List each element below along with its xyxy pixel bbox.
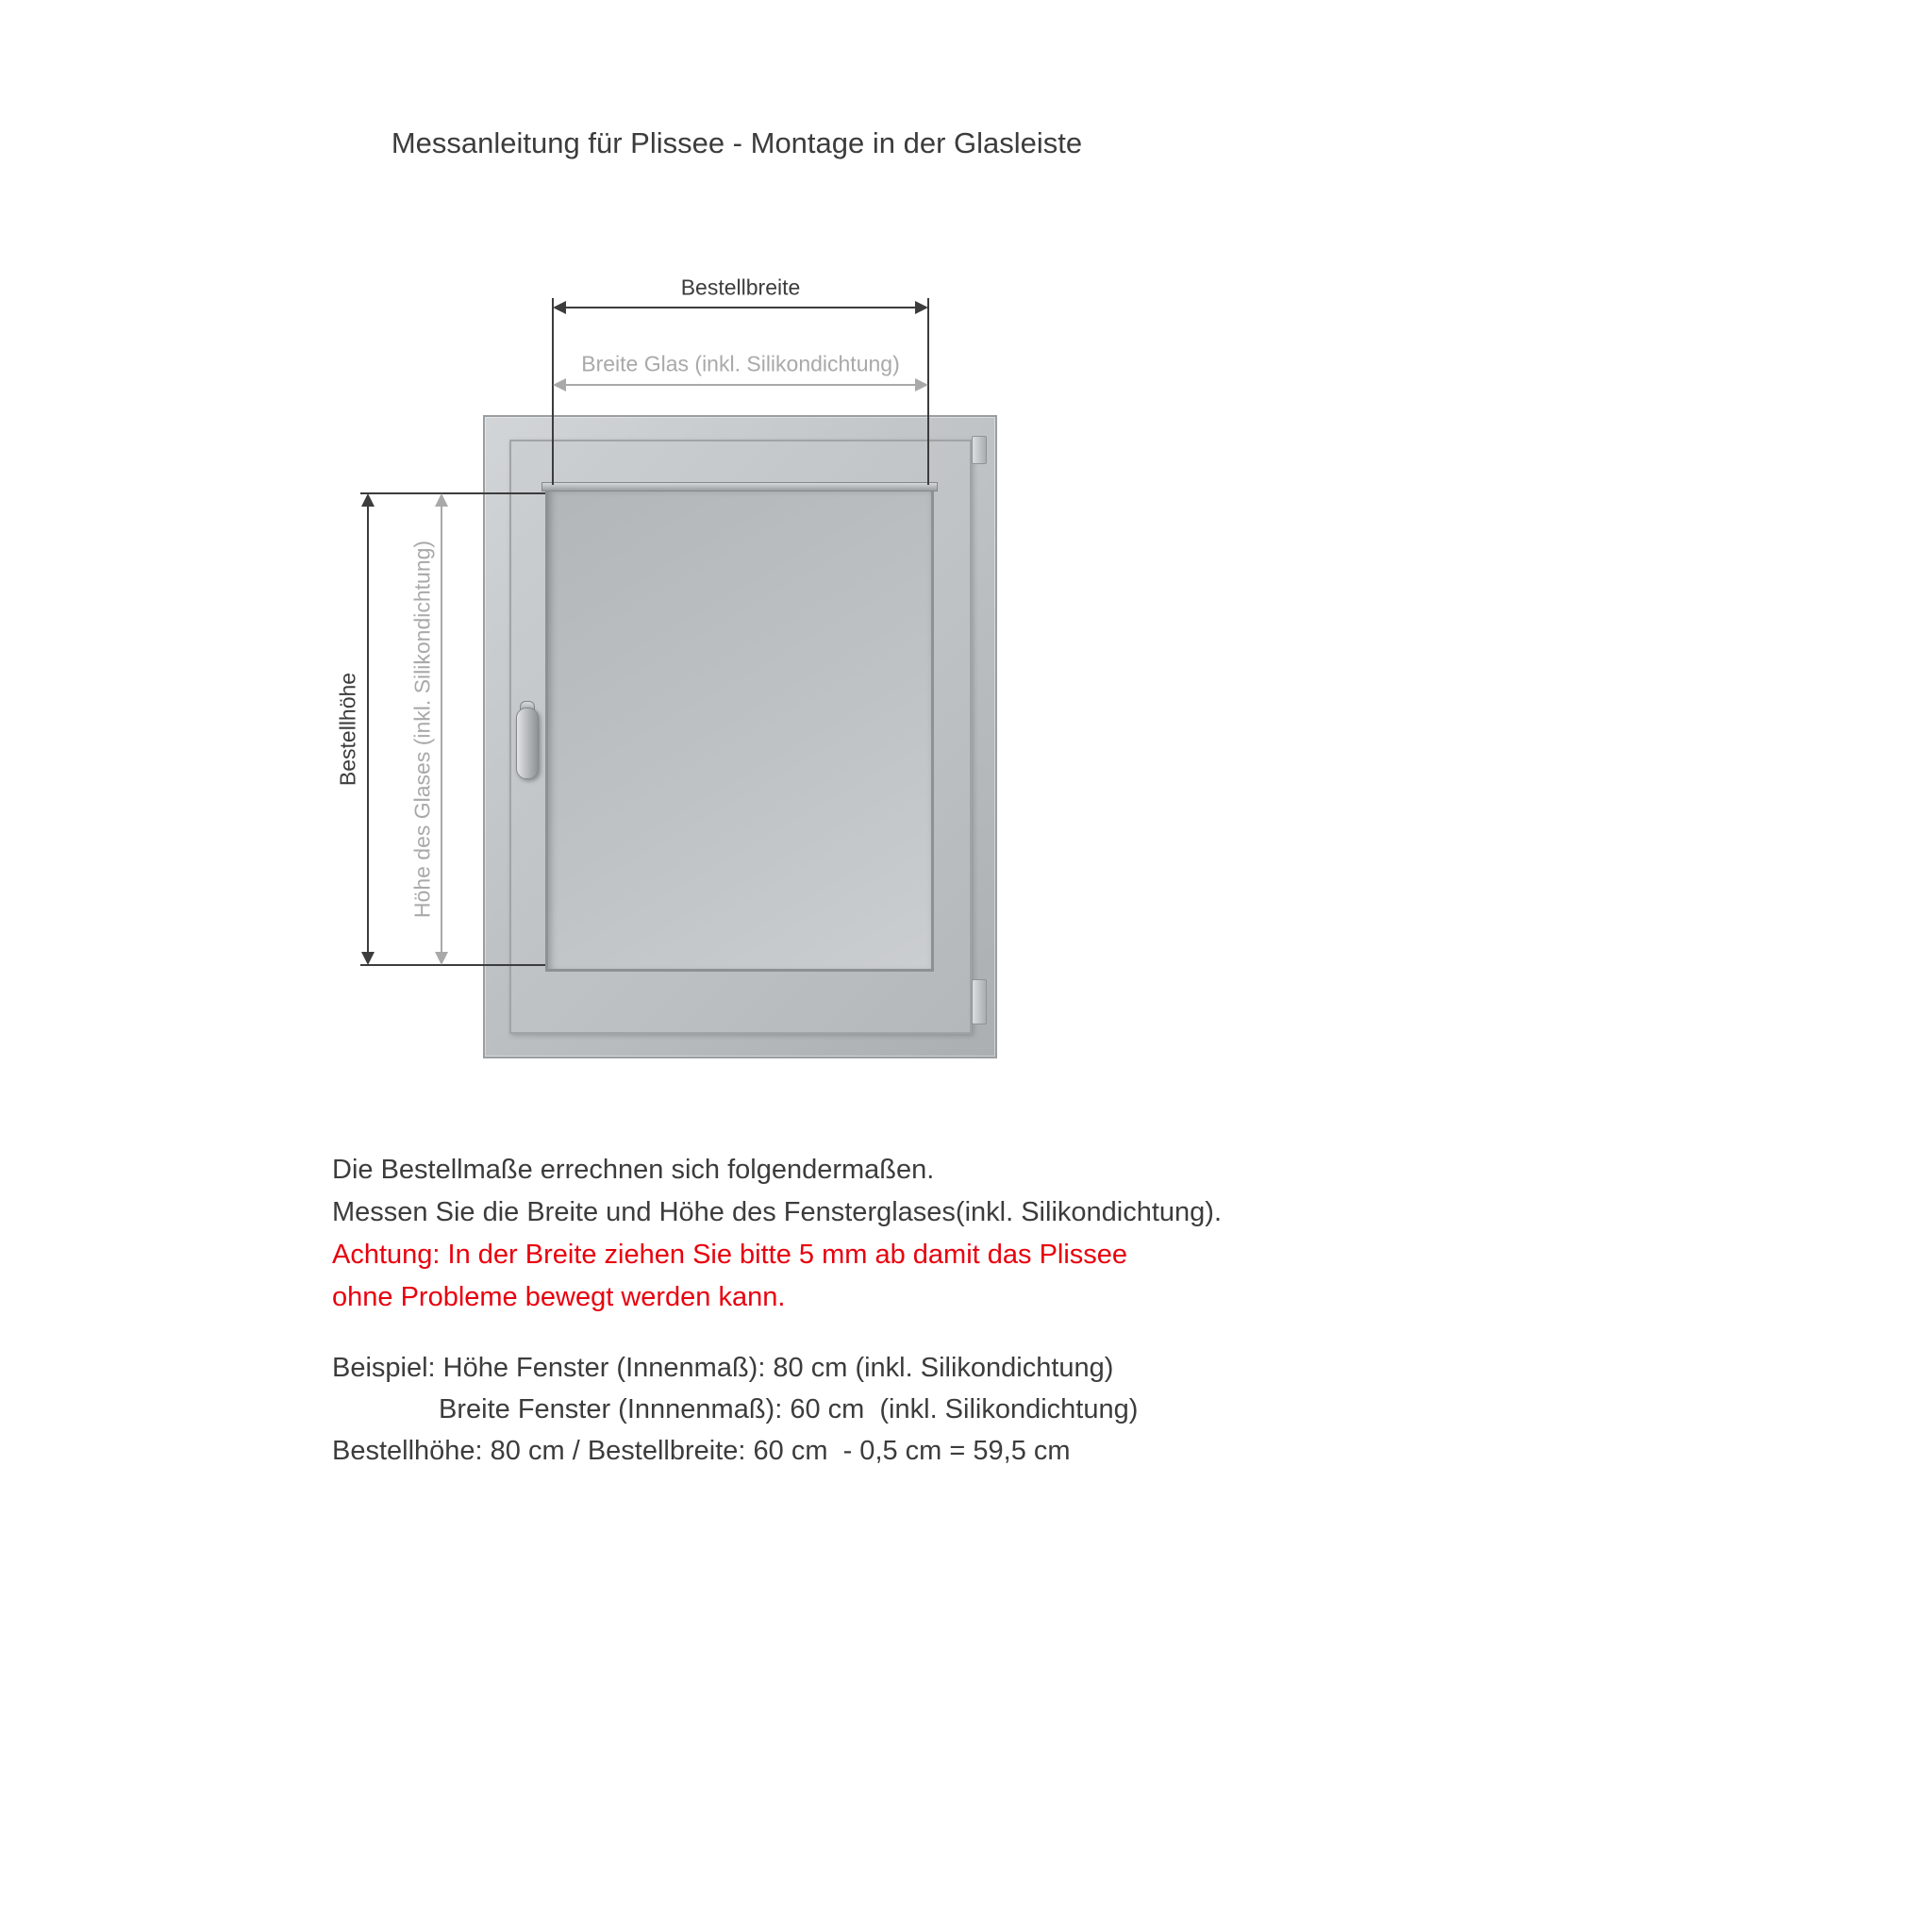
page-title: Messanleitung für Plissee - Montage in der Glasleiste bbox=[391, 126, 1083, 159]
hoehe-glas-arrow bbox=[435, 493, 448, 965]
window-hinge-top bbox=[972, 436, 987, 464]
breite-glas-arrow bbox=[553, 378, 928, 391]
bestellhoehe-label: Bestellhöhe bbox=[335, 672, 360, 787]
example-line-1: Beispiel: Höhe Fenster (Innenmaß): 80 cm (inkl. Silikondichtung) bbox=[332, 1353, 1114, 1383]
bestellbreite-label: Bestellbreite bbox=[680, 275, 801, 300]
instruction-line-1: Die Bestellmaße errechnen sich folgendermaßen. bbox=[332, 1155, 935, 1185]
window-hinge-bottom bbox=[972, 979, 987, 1024]
window-handle bbox=[516, 708, 539, 779]
bestellbreite-arrow bbox=[553, 301, 928, 314]
example-line-2: Breite Fenster (Innnenmaß): 60 cm (inkl. Silikondichtung) bbox=[439, 1394, 1139, 1424]
glazing-bead-top bbox=[541, 482, 938, 491]
breite-glas-label: Breite Glas (inkl. Silikondichtung) bbox=[581, 351, 900, 376]
warning-line-2: ohne Probleme bewegt werden kann. bbox=[332, 1282, 786, 1312]
bestellhoehe-arrow bbox=[361, 493, 375, 965]
example-line-3: Bestellhöhe: 80 cm / Bestellbreite: 60 cm - 0,5 cm = 59,5 cm bbox=[332, 1436, 1071, 1466]
window-glass bbox=[545, 483, 934, 972]
warning-line-1: Achtung: In der Breite ziehen Sie bitte 5 mm ab damit das Plissee bbox=[332, 1240, 1128, 1270]
instruction-line-2: Messen Sie die Breite und Höhe des Fensterglases(inkl. Silikondichtung). bbox=[332, 1197, 1222, 1227]
hoehe-glas-label: Höhe des Glases (inkl. Silikondichtung) bbox=[409, 540, 435, 919]
